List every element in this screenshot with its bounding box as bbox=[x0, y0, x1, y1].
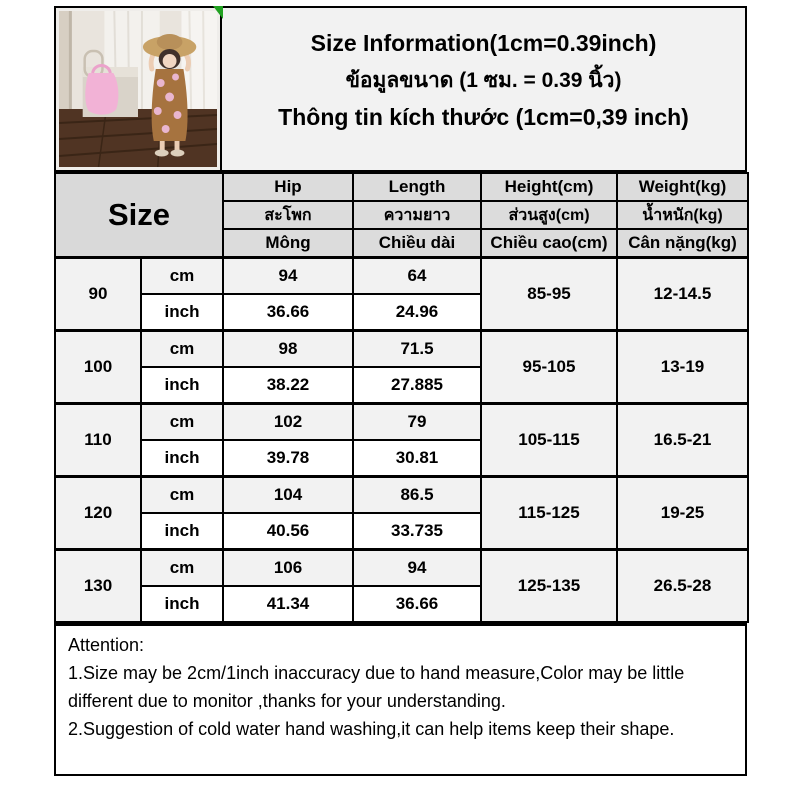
header-hip-vi: Mông bbox=[223, 229, 353, 258]
height-90: 85-95 bbox=[481, 258, 617, 331]
unit-inch: inch bbox=[141, 294, 223, 331]
height-120: 115-125 bbox=[481, 477, 617, 550]
attention-heading: Attention: bbox=[68, 635, 145, 655]
table-row bbox=[55, 477, 748, 514]
title-english: Size Information(1cm=0.39inch) bbox=[310, 29, 657, 56]
height-100: 95-105 bbox=[481, 331, 617, 404]
hip-cm-110: 102 bbox=[223, 404, 353, 441]
hip-cm-90: 94 bbox=[223, 258, 353, 295]
length-inch-120: 33.735 bbox=[353, 513, 481, 550]
size-130: 130 bbox=[55, 550, 141, 623]
size-chart-content bbox=[54, 6, 747, 776]
header-size: Size bbox=[55, 173, 223, 258]
unit-cm: cm bbox=[141, 258, 223, 295]
header-length-th: ความยาว bbox=[353, 201, 481, 229]
size-100: 100 bbox=[55, 331, 141, 404]
header-height-vi: Chiều cao(cm) bbox=[481, 229, 617, 258]
unit-cm: cm bbox=[141, 477, 223, 514]
length-cm-130: 94 bbox=[353, 550, 481, 587]
attention-line-1: 1.Size may be 2cm/1inch inaccuracy due to hand measure,Color may be little different due to monitor ,thanks for your understanding. bbox=[68, 663, 685, 711]
length-inch-100: 27.885 bbox=[353, 367, 481, 404]
unit-inch: inch bbox=[141, 586, 223, 622]
attention-line-2: 2.Suggestion of cold water hand washing,it can help items keep their shape. bbox=[68, 719, 675, 739]
hip-inch-100: 38.22 bbox=[223, 367, 353, 404]
length-inch-90: 24.96 bbox=[353, 294, 481, 331]
header-height-th: ส่วนสูง(cm) bbox=[481, 201, 617, 229]
unit-inch: inch bbox=[141, 440, 223, 477]
size-120: 120 bbox=[55, 477, 141, 550]
size-90: 90 bbox=[55, 258, 141, 331]
attention-box bbox=[54, 623, 747, 776]
weight-100: 13-19 bbox=[617, 331, 748, 404]
height-110: 105-115 bbox=[481, 404, 617, 477]
title-block bbox=[222, 8, 745, 170]
table-row bbox=[55, 331, 748, 368]
weight-110: 16.5-21 bbox=[617, 404, 748, 477]
unit-cm: cm bbox=[141, 331, 223, 368]
header-height-en: Height(cm) bbox=[481, 173, 617, 201]
weight-90: 12-14.5 bbox=[617, 258, 748, 331]
size-110: 110 bbox=[55, 404, 141, 477]
top-section bbox=[54, 6, 747, 172]
weight-120: 19-25 bbox=[617, 477, 748, 550]
length-inch-110: 30.81 bbox=[353, 440, 481, 477]
header-hip-th: สะโพก bbox=[223, 201, 353, 229]
title-thai: ข้อมูลขนาด (1 ซม. = 0.39 นิ้ว) bbox=[345, 68, 622, 92]
title-vietnamese: Thông tin kích thước (1cm=0,39 inch) bbox=[278, 103, 689, 130]
length-cm-100: 71.5 bbox=[353, 331, 481, 368]
unit-inch: inch bbox=[141, 513, 223, 550]
length-cm-120: 86.5 bbox=[353, 477, 481, 514]
hip-inch-90: 36.66 bbox=[223, 294, 353, 331]
hip-cm-120: 104 bbox=[223, 477, 353, 514]
table-row bbox=[55, 404, 748, 441]
hip-inch-130: 41.34 bbox=[223, 586, 353, 622]
header-weight-en: Weight(kg) bbox=[617, 173, 748, 201]
table-row bbox=[55, 258, 748, 295]
header-weight-vi: Cân nặng(kg) bbox=[617, 229, 748, 258]
header-hip-en: Hip bbox=[223, 173, 353, 201]
hip-inch-120: 40.56 bbox=[223, 513, 353, 550]
product-photo-illustration bbox=[59, 11, 217, 167]
size-table-header bbox=[55, 173, 748, 258]
height-130: 125-135 bbox=[481, 550, 617, 623]
length-cm-90: 64 bbox=[353, 258, 481, 295]
hip-cm-100: 98 bbox=[223, 331, 353, 368]
hip-inch-110: 39.78 bbox=[223, 440, 353, 477]
hip-cm-130: 106 bbox=[223, 550, 353, 587]
product-photo bbox=[56, 8, 222, 170]
unit-cm: cm bbox=[141, 550, 223, 587]
header-length-en: Length bbox=[353, 173, 481, 201]
length-cm-110: 79 bbox=[353, 404, 481, 441]
table-row bbox=[55, 550, 748, 587]
header-length-vi: Chiều dài bbox=[353, 229, 481, 258]
size-table bbox=[54, 172, 749, 623]
unit-cm: cm bbox=[141, 404, 223, 441]
length-inch-130: 36.66 bbox=[353, 586, 481, 622]
header-weight-th: น้ำหนัก(kg) bbox=[617, 201, 748, 229]
unit-inch: inch bbox=[141, 367, 223, 404]
weight-130: 26.5-28 bbox=[617, 550, 748, 623]
